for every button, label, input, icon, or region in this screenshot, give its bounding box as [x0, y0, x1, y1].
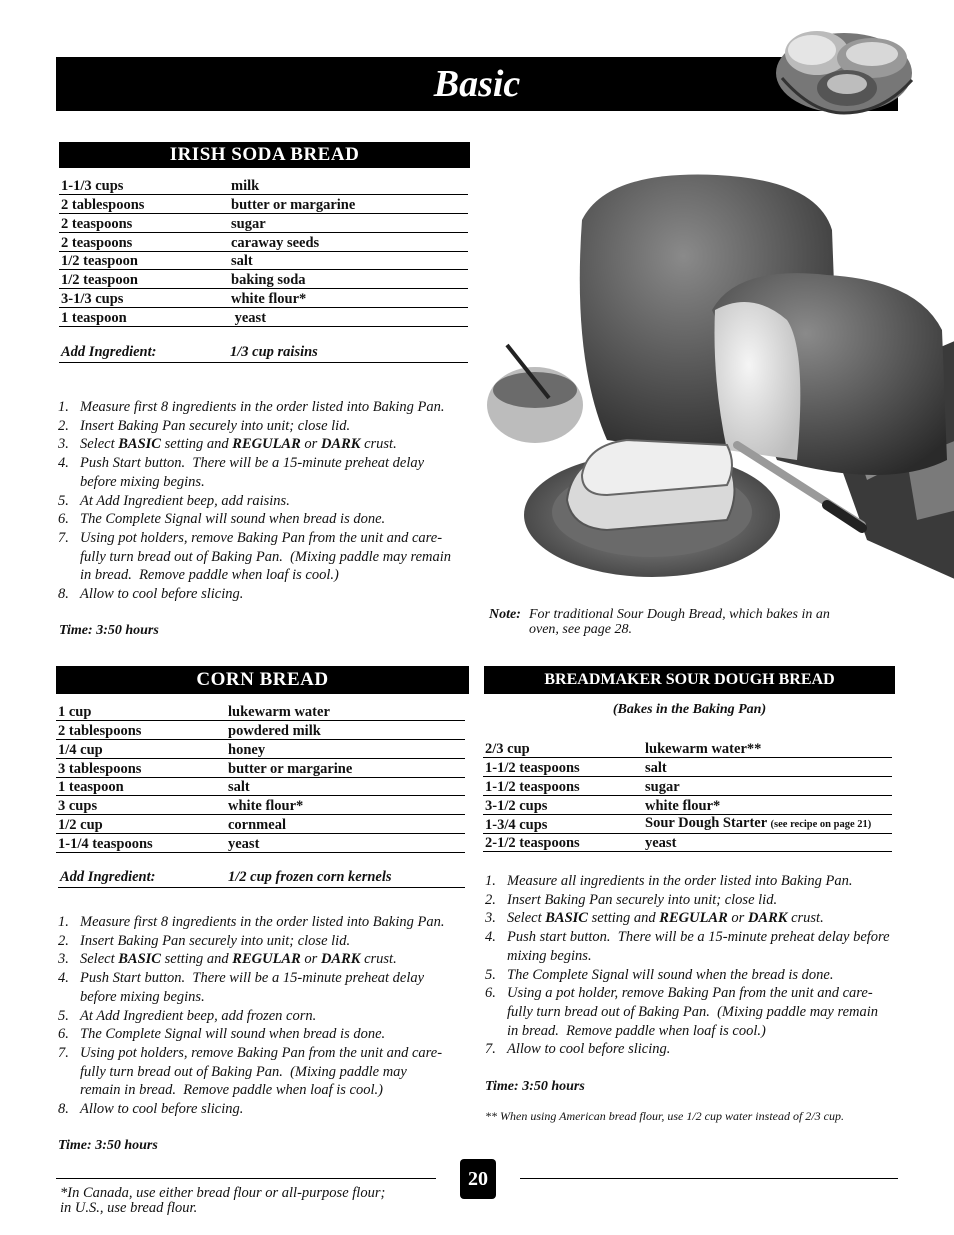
step-text-line: in bread. Remove paddle when loaf is cool.) — [80, 567, 339, 584]
ingredient-row — [59, 214, 468, 233]
ingredient-row — [483, 833, 892, 852]
ingredient-name — [643, 758, 892, 777]
step-text-line: before mixing begins. — [80, 988, 205, 1005]
step-text-line: in bread. Remove paddle when loaf is cool.) — [507, 1022, 766, 1039]
ingredient-row — [56, 834, 465, 853]
ingredient-amount: 3-1/3 cups — [59, 289, 229, 308]
ingredient-name — [226, 758, 465, 777]
step-number: 1. — [58, 399, 69, 415]
sour-steps-list — [485, 872, 915, 1059]
step-text-line: Push Start button. There will be a 15-minute preheat delay — [80, 970, 425, 987]
sour-bake-time: Time: 3:50 hours — [485, 1079, 585, 1094]
ingredient-row — [483, 777, 892, 796]
bread-loaf-photo — [487, 160, 954, 600]
ingredient-name-text: cornmeal — [228, 817, 286, 834]
ingredient-name-text: Sour Dough Starter — [645, 814, 771, 831]
irish-soda-bread-heading: IRISH SODA BREAD — [59, 142, 470, 168]
step-number: 2. — [58, 417, 69, 434]
ingredient-name-text: yeast — [231, 309, 267, 326]
ingredient-amount: 2-1/2 teaspoons — [483, 833, 643, 852]
ingredient-amount: 1-1/4 teaspoons — [56, 834, 226, 853]
ingredient-name — [226, 721, 465, 740]
ingredient-name-text: lukewarm water** — [645, 741, 762, 758]
ingredient-amount: 1/4 cup — [56, 740, 226, 759]
ingredient-name — [229, 232, 468, 251]
bread-basket-image — [772, 18, 917, 118]
step-text-line: fully turn bread out of Baking Pan. (Mixing paddle may — [80, 1063, 407, 1080]
step-item — [485, 891, 915, 910]
step-number: 1. — [485, 873, 496, 889]
step-item — [58, 932, 478, 951]
step-item — [58, 913, 478, 932]
step-item — [485, 966, 915, 985]
step-text-part: REGULAR — [232, 436, 301, 453]
ingredient-name — [226, 815, 465, 834]
note-line-2: oven, see page 28. — [529, 622, 633, 637]
step-text-line: Using pot holders, remove Baking Pan from the unit and care- — [80, 1044, 443, 1061]
ingredient-amount: 2 teaspoons — [59, 214, 229, 233]
sour-dough-note — [489, 607, 909, 637]
ingredient-name-text: sugar — [231, 215, 266, 232]
step-item — [58, 417, 488, 436]
ingredient-row — [483, 814, 892, 833]
sour-dough-bread-heading: BREADMAKER SOUR DOUGH BREAD — [484, 666, 895, 694]
step-number: 8. — [58, 1101, 69, 1118]
step-text-line: The Complete Signal will sound when bread is done. — [80, 1026, 386, 1043]
ingredient-name — [643, 739, 892, 758]
ingredient-row — [56, 702, 465, 721]
ingredient-row — [56, 721, 465, 740]
ingredient-amount: 3 cups — [56, 796, 226, 815]
step-item — [58, 435, 488, 454]
flour-footnote-line-1: *In Canada, use either bread flour or all-purpose flour; — [60, 1185, 386, 1201]
step-number: 3. — [58, 436, 69, 453]
sour-flour-footnote: ** When using American bread flour, use 1/2 cup water instead of 2/3 cup. — [485, 1109, 844, 1123]
ingredient-row — [483, 739, 892, 758]
footer-rule-right — [520, 1178, 898, 1179]
step-text-line: Allow to cool before slicing. — [80, 1101, 244, 1118]
irish-steps-list — [58, 398, 488, 604]
ingredient-name-text: butter or margarine — [231, 197, 356, 214]
ingredient-name-text: baking soda — [231, 272, 306, 289]
step-text-line: Using pot holders, remove Baking Pan from the unit and care- — [80, 529, 443, 546]
ingredient-amount: 1 teaspoon — [59, 308, 229, 327]
corn-bread-heading: CORN BREAD — [56, 666, 469, 694]
sour-ingredients-table — [483, 739, 892, 852]
step-text-line: The Complete Signal will sound when bread is done. — [80, 511, 386, 528]
ingredient-amount: 2 tablespoons — [59, 195, 229, 214]
ingredient-name — [226, 834, 465, 853]
ingredient-name-text: salt — [645, 760, 667, 777]
step-item — [485, 928, 915, 965]
ingredient-row — [483, 795, 892, 814]
ingredient-name — [229, 270, 468, 289]
ingredient-row — [56, 815, 465, 834]
step-text-line: Measure first 8 ingredients in the order listed into Baking Pan. — [80, 399, 445, 415]
ingredient-amount: 1-1/2 teaspoons — [483, 777, 643, 796]
ingredient-amount: 1-3/4 cups — [483, 814, 643, 833]
step-text-line: before mixing begins. — [80, 473, 205, 490]
ingredient-name — [226, 777, 465, 796]
step-number: 6. — [58, 1026, 69, 1043]
step-number: 7. — [58, 1044, 69, 1061]
ingredient-amount: 2/3 cup — [483, 739, 643, 758]
ingredient-name-text: salt — [228, 779, 250, 796]
sour-dough-subtitle: (Bakes in the Baking Pan) — [612, 702, 767, 717]
note-label: Note: — [489, 607, 521, 622]
step-number: 8. — [58, 586, 69, 603]
step-number: 6. — [485, 985, 496, 1002]
ingredient-name — [229, 195, 468, 214]
ingredient-amount: 1/2 teaspoon — [59, 270, 229, 289]
ingredient-name — [643, 777, 892, 796]
step-item — [58, 585, 488, 604]
ingredient-amount: 1/2 cup — [56, 815, 226, 834]
step-item — [485, 909, 915, 928]
step-text-line: Insert Baking Pan securely into unit; close lid. — [507, 891, 778, 908]
ingredient-name-text: white flour* — [645, 797, 721, 814]
step-text-line: At Add Ingredient beep, add raisins. — [80, 492, 290, 509]
ingredient-amount: 1 teaspoon — [56, 777, 226, 796]
step-item — [58, 950, 478, 969]
ingredient-name — [226, 702, 465, 721]
page-title: Basic — [433, 63, 521, 105]
step-number: 7. — [485, 1041, 496, 1058]
step-item — [58, 398, 488, 417]
ingredient-amount: 1-1/3 cups — [59, 176, 229, 195]
step-text-line: Measure first 8 ingredients in the order listed into Baking Pan. — [80, 914, 445, 930]
ingredient-row — [56, 740, 465, 759]
step-text-part: setting and — [160, 436, 233, 453]
step-text-part: crust. — [360, 436, 397, 453]
step-text-part: DARK — [320, 436, 361, 453]
ingredient-row — [56, 758, 465, 777]
step-number: 4. — [58, 455, 69, 472]
ingredient-name-text: sugar — [645, 778, 680, 795]
step-text-line: Push start button. There will be a 15-minute preheat delay before — [507, 929, 890, 946]
ingredient-name — [643, 795, 892, 814]
add-ingredient-label: Add Ingredient: — [60, 869, 156, 885]
step-item — [58, 1100, 478, 1119]
irish-add-ingredient-row — [59, 344, 468, 363]
step-number: 4. — [485, 929, 496, 946]
step-number: 1. — [58, 914, 69, 930]
step-text-line: At Add Ingredient beep, add frozen corn. — [80, 1007, 317, 1024]
step-item — [58, 1025, 478, 1044]
step-text-part: BASIC — [118, 436, 161, 453]
note-line-1: For traditional Sour Dough Bread, which bakes in an — [529, 607, 830, 622]
irish-bake-time: Time: 3:50 hours — [59, 623, 159, 638]
step-number: 3. — [485, 910, 496, 927]
step-number: 2. — [485, 891, 496, 908]
step-number: 3. — [58, 951, 69, 968]
ingredient-amount: 1/2 teaspoon — [59, 251, 229, 270]
step-item — [485, 872, 915, 891]
step-number: 5. — [485, 966, 496, 983]
ingredient-row — [56, 777, 465, 796]
ingredient-name-text: yeast — [228, 835, 260, 852]
corn-add-ingredient-row — [58, 869, 465, 888]
corn-steps-list — [58, 913, 478, 1119]
ingredient-row — [483, 758, 892, 777]
add-ingredient-label: Add Ingredient: — [61, 344, 157, 360]
step-item — [58, 454, 488, 491]
flour-footnote — [60, 1186, 385, 1216]
ingredient-name-text: caraway seeds — [231, 234, 320, 251]
ingredient-name — [229, 176, 468, 195]
step-text-line: remain in bread. Remove paddle when loaf is cool.) — [80, 1082, 383, 1099]
step-text-part: Select — [80, 436, 119, 453]
ingredient-row — [56, 796, 465, 815]
starter-recipe-reference: (see recipe on page 21) — [770, 818, 872, 830]
ingredient-name-text: honey — [228, 741, 266, 758]
ingredient-name-text: milk — [231, 178, 260, 195]
step-number: 7. — [58, 529, 69, 546]
step-number: 6. — [58, 511, 69, 528]
ingredient-name-text: white flour* — [228, 798, 304, 815]
step-number: 4. — [58, 970, 69, 987]
ingredient-name-text: yeast — [645, 835, 677, 852]
step-text-line: The Complete Signal will sound when the bread is done. — [507, 966, 834, 983]
ingredient-name — [229, 289, 468, 308]
ingredient-name — [643, 833, 892, 852]
step-text-line: Select BASIC setting and REGULAR or DARK crust. — [507, 910, 824, 927]
ingredient-amount: 2 teaspoons — [59, 232, 229, 251]
ingredient-amount: 1 cup — [56, 702, 226, 721]
step-text-line: Insert Baking Pan securely into unit; close lid. — [80, 417, 351, 434]
ingredient-name — [226, 796, 465, 815]
step-item — [58, 1007, 478, 1026]
ingredient-row — [59, 232, 468, 251]
step-item — [58, 510, 488, 529]
ingredient-name — [229, 308, 468, 327]
step-text-line: Insert Baking Pan securely into unit; close lid. — [80, 932, 351, 949]
step-text-line: fully turn bread out of Baking Pan. (Mixing paddle may remain — [507, 1003, 879, 1020]
ingredient-row — [59, 308, 468, 327]
step-number: 5. — [58, 1007, 69, 1024]
add-ingredient-value: 1/2 cup frozen corn kernels — [228, 869, 392, 885]
step-text-part: or — [300, 436, 321, 453]
page-number: 20 — [460, 1159, 496, 1199]
ingredient-row — [59, 270, 468, 289]
ingredient-name-text: powdered milk — [228, 723, 321, 740]
ingredient-name-text: lukewarm water — [228, 704, 330, 721]
step-item — [485, 1040, 915, 1059]
step-item — [58, 969, 478, 1006]
step-text-line: Push Start button. There will be a 15-minute preheat delay — [80, 455, 425, 472]
step-text-line: Measure all ingredients in the order listed into Baking Pan. — [507, 873, 853, 889]
ingredient-name-text: salt — [231, 253, 253, 270]
add-ingredient-value: 1/3 cup raisins — [230, 344, 318, 360]
ingredient-name-text: butter or margarine — [228, 760, 353, 777]
step-text-line: fully turn bread out of Baking Pan. (Mixing paddle may remain — [80, 548, 452, 565]
step-number: 5. — [58, 492, 69, 509]
corn-bake-time: Time: 3:50 hours — [58, 1138, 158, 1153]
ingredient-amount: 3 tablespoons — [56, 758, 226, 777]
ingredient-amount: 3-1/2 cups — [483, 795, 643, 814]
ingredient-row — [59, 176, 468, 195]
step-number: 2. — [58, 932, 69, 949]
ingredient-name — [226, 740, 465, 759]
ingredient-name — [229, 214, 468, 233]
step-text-line: Allow to cool before slicing. — [80, 586, 244, 603]
ingredient-name-text: white flour* — [231, 291, 307, 308]
step-text-line: Allow to cool before slicing. — [507, 1041, 671, 1058]
ingredient-row — [59, 195, 468, 214]
ingredient-amount: 2 tablespoons — [56, 721, 226, 740]
step-item — [58, 1044, 478, 1100]
step-text-line: Using a pot holder, remove Baking Pan from the unit and care- — [507, 985, 873, 1002]
ingredient-amount: 1-1/2 teaspoons — [483, 758, 643, 777]
ingredient-name — [229, 251, 468, 270]
step-text-line: Select BASIC setting and REGULAR or DARK crust. — [80, 951, 397, 968]
ingredient-name — [643, 814, 892, 833]
flour-footnote-line-2: in U.S., use bread flour. — [60, 1200, 198, 1216]
step-text-line: mixing begins. — [507, 947, 592, 964]
footer-rule-left — [56, 1178, 436, 1179]
step-item — [485, 984, 915, 1040]
step-item — [58, 492, 488, 511]
ingredient-row — [59, 289, 468, 308]
irish-ingredients-table — [59, 176, 468, 327]
corn-ingredients-table — [56, 702, 465, 853]
step-item — [58, 529, 488, 585]
ingredient-row — [59, 251, 468, 270]
